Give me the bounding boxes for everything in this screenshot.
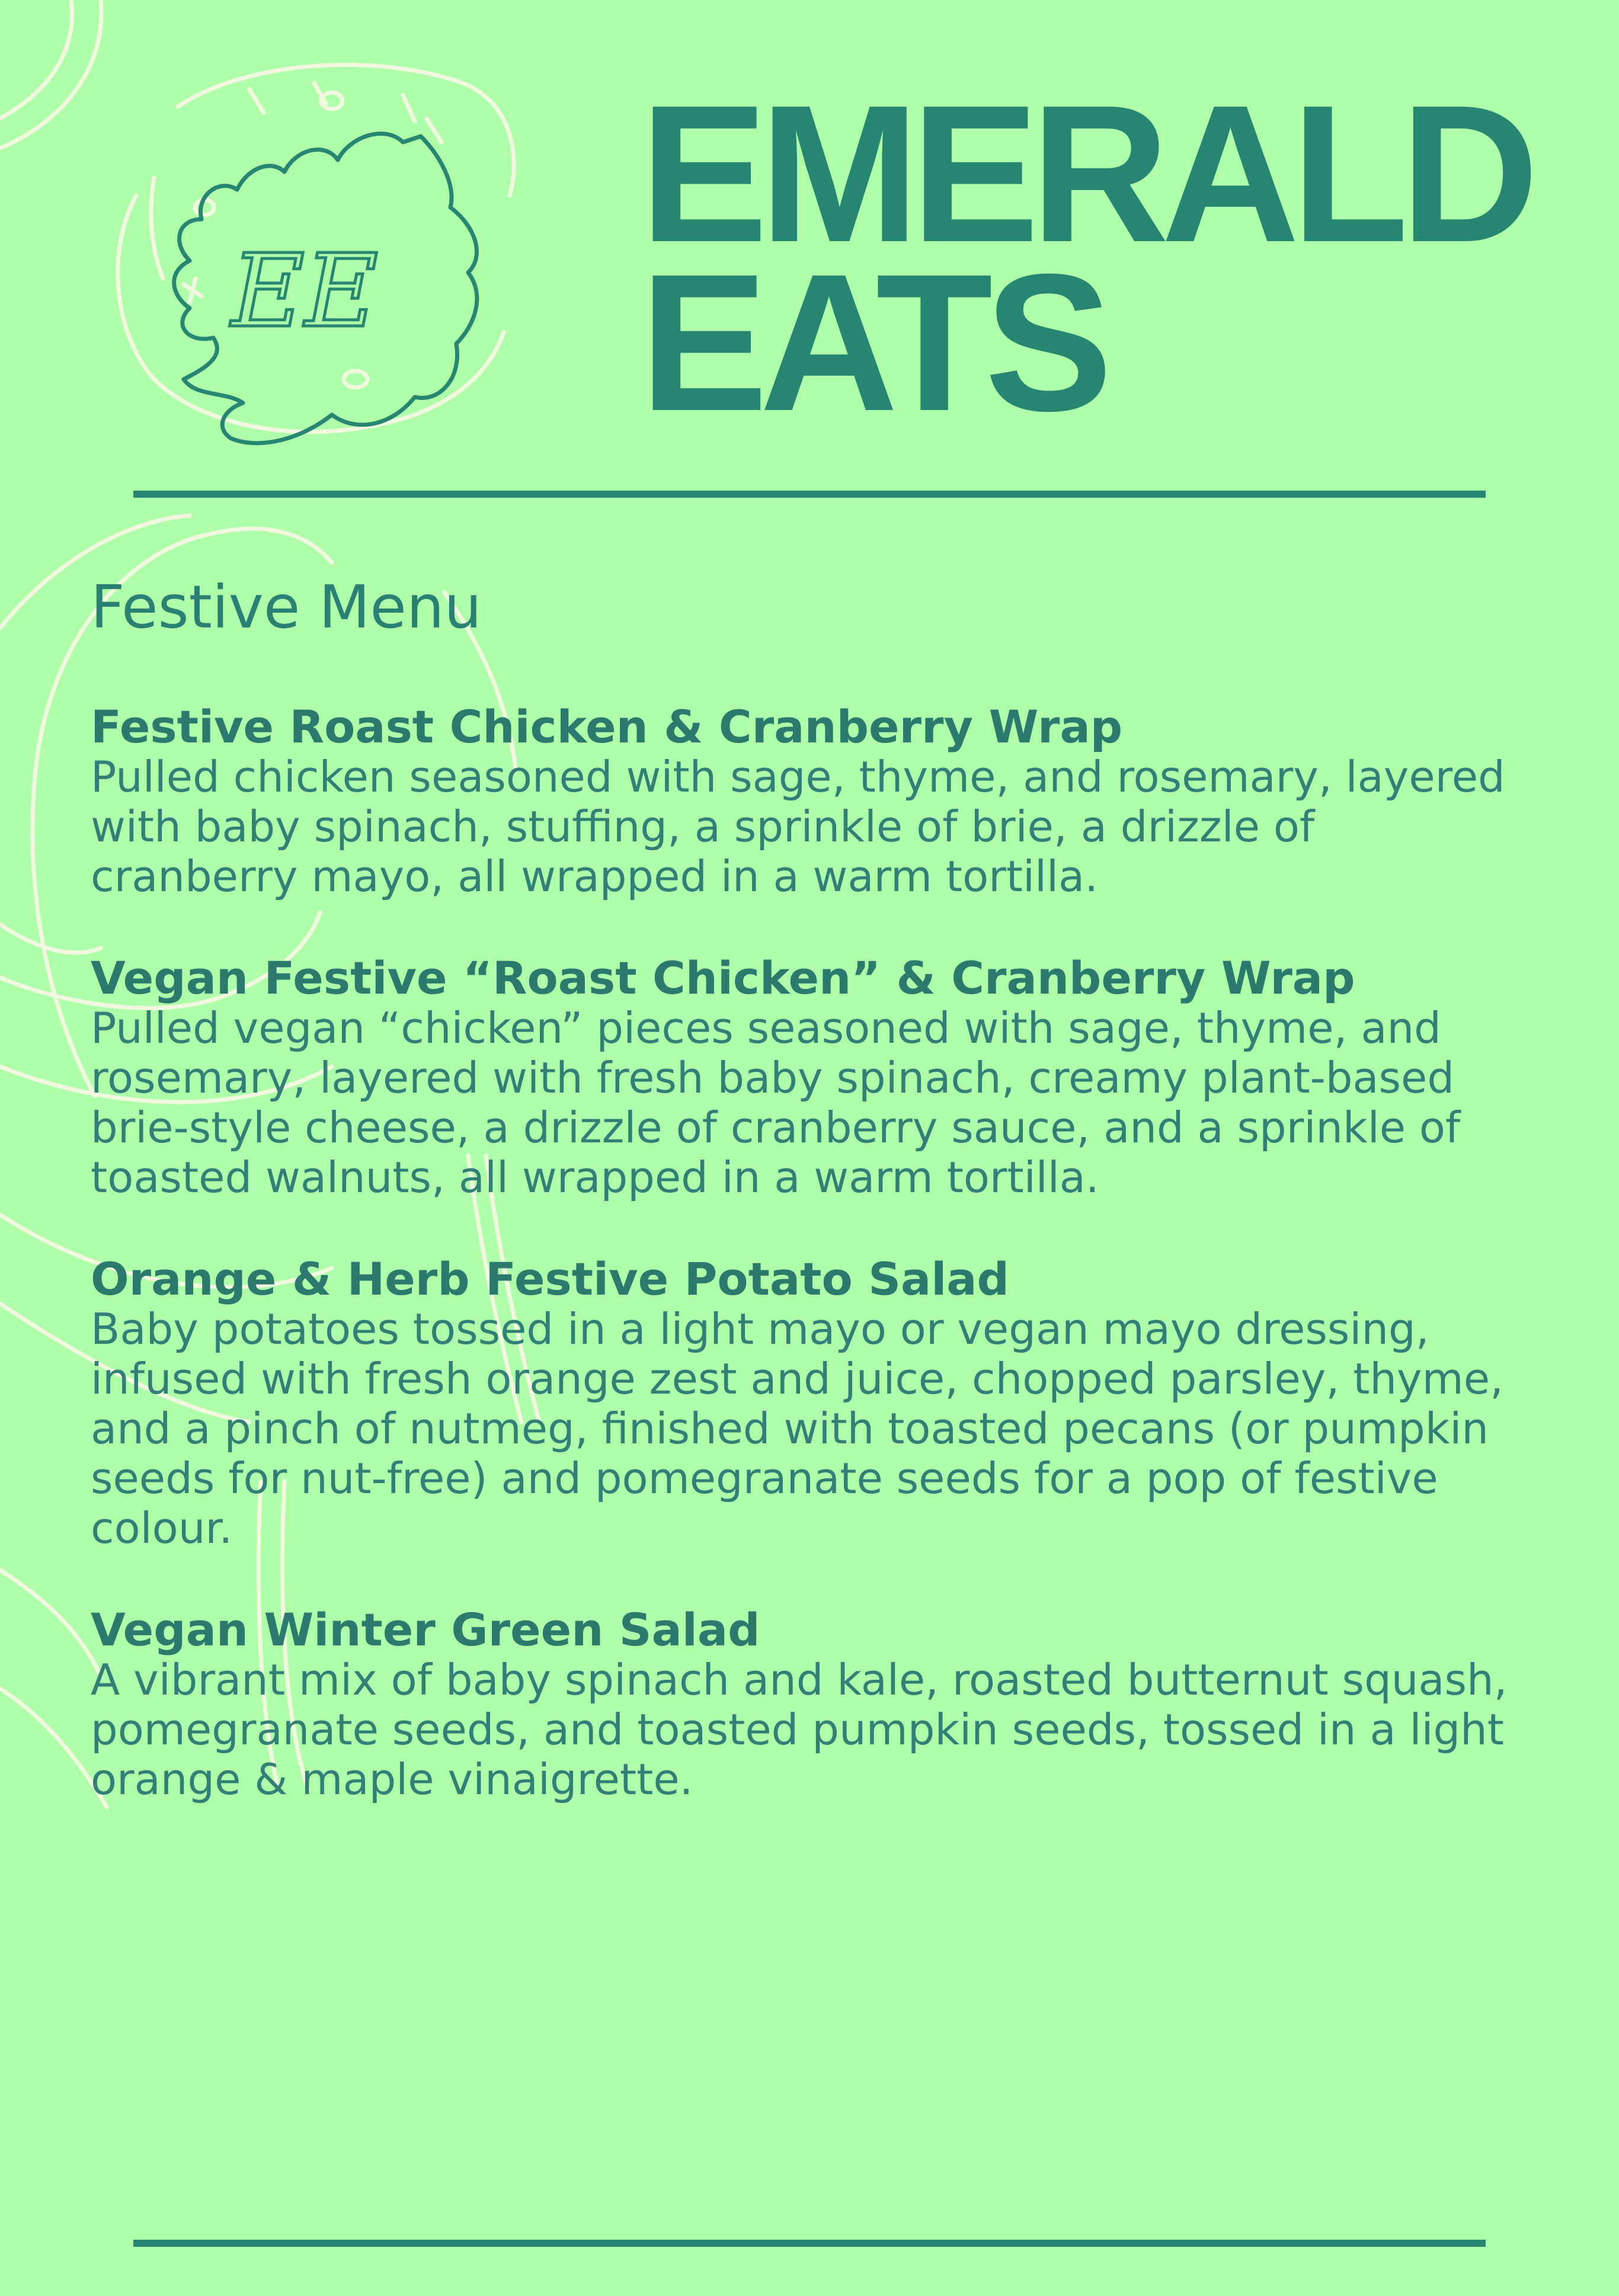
menu-item	[91, 953, 1525, 1202]
emerald-eats-logo	[107, 47, 510, 462]
brand-title	[640, 64, 1531, 451]
menu-item-description: A vibrant mix of baby spinach and kale, roasted butternut squash, pomegranate seeds, and toasted pumpkin seeds, tossed in a light orange & maple vinaigrette.	[91, 1655, 1508, 1804]
logo-monogram: EE	[231, 233, 379, 350]
festive-menu	[91, 572, 1525, 1856]
menu-item-description: Pulled chicken seasoned with sage, thyme, and rosemary, layered with baby spinach, stuffing, a sprinkle of brie, a drizzle of cranberry mayo, all wrapped in a warm tortilla.	[91, 752, 1505, 901]
menu-item-description: Baby potatoes tossed in a light mayo or vegan mayo dressing, infused with fresh orange zest and juice, chopped parsley, thyme, and a pinch of nutmeg, finished with toasted pecans (or pumpkin seeds for nut-free) and pomegranate seeds for a pop of festive colour.	[91, 1304, 1503, 1553]
menu-item	[91, 702, 1525, 901]
menu-item	[91, 1605, 1525, 1804]
brand-line-2: EATS	[640, 233, 1105, 451]
bottom-divider	[133, 2240, 1486, 2247]
menu-item-name: Vegan Festive “Roast Chicken” & Cranberry Wrap	[91, 952, 1355, 1004]
menu-item-name: Vegan Winter Green Salad	[91, 1603, 760, 1656]
menu-item-description: Pulled vegan “chicken” pieces seasoned with sage, thyme, and rosemary, layered with fresh baby spinach, creamy plant-based brie-style cheese, a drizzle of cranberry sauce, and a sprinkle of toasted walnuts, all wrapped in a warm tortilla.	[91, 1003, 1461, 1202]
menu-item-name: Festive Roast Chicken & Cranberry Wrap	[91, 700, 1123, 753]
ireland-map-icon	[107, 47, 510, 462]
brand-line-1: EMERALD	[640, 64, 1531, 283]
top-divider	[133, 491, 1486, 498]
menu-title: Festive Menu	[91, 572, 482, 642]
menu-item	[91, 1254, 1525, 1553]
menu-item-name: Orange & Herb Festive Potato Salad	[91, 1253, 1009, 1305]
